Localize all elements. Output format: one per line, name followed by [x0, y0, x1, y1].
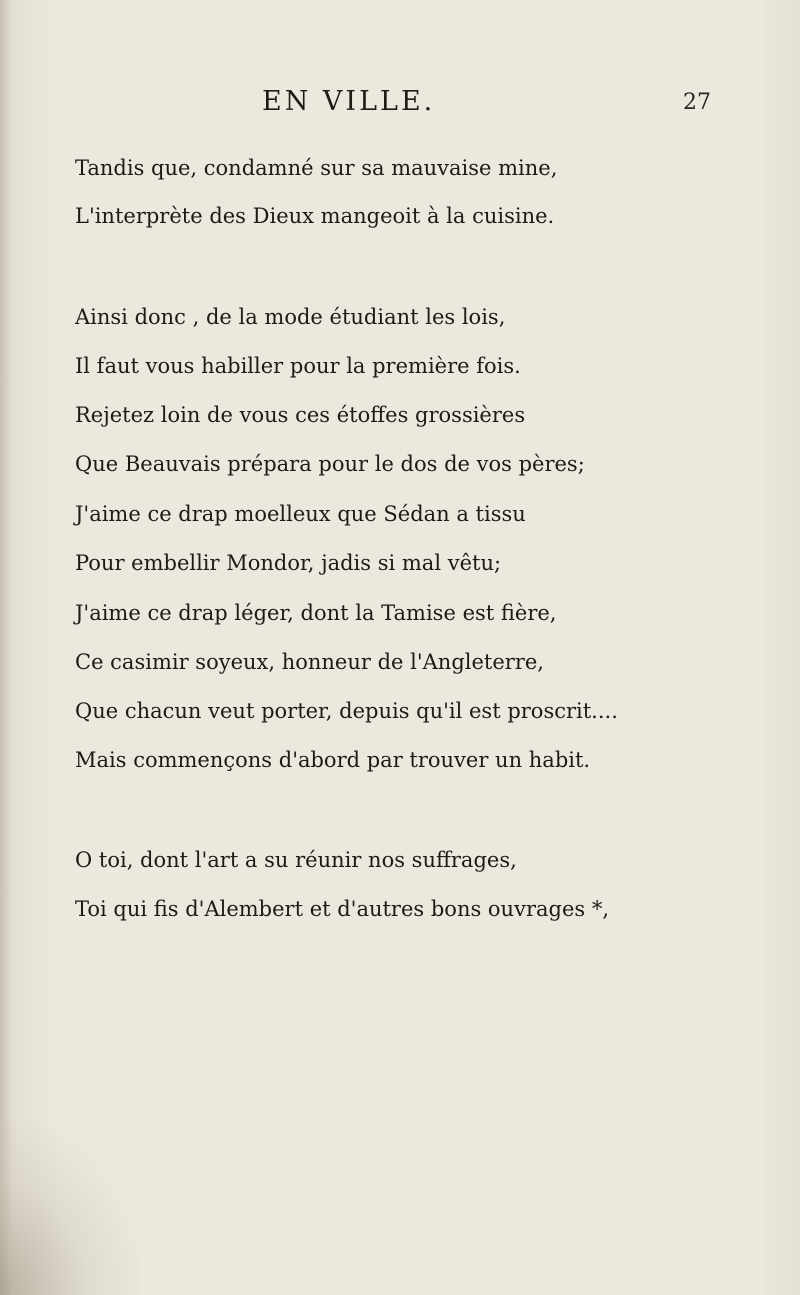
running-head-title: EN VILLE.: [262, 86, 436, 117]
verse-line: Mais commençons d'abord par trouver un habit.: [75, 748, 591, 772]
running-head: [0, 86, 800, 126]
verse-line: J'aime ce drap léger, dont la Tamise est fière,: [75, 601, 557, 625]
verse-line: Rejetez loin de vous ces étoffes grossières: [75, 403, 526, 427]
verse-line: Pour embellir Mondor, jadis si mal vêtu;: [75, 551, 502, 575]
verse-line: J'aime ce drap moelleux que Sédan a tissu: [75, 502, 526, 526]
verse-line: Tandis que, condamné sur sa mauvaise mine,: [75, 156, 558, 180]
page-number: 27: [683, 90, 711, 115]
verse-line: O toi, dont l'art a su réunir nos suffrages,: [75, 848, 517, 872]
verse-line: Que chacun veut porter, depuis qu'il est proscrit....: [75, 699, 618, 723]
verse-line: L'interprète des Dieux mangeoit à la cuisine.: [75, 204, 555, 228]
verse-line: Ce casimir soyeux, honneur de l'Angleterre,: [75, 650, 544, 674]
verse-line: Que Beauvais prépara pour le dos de vos pères;: [75, 452, 585, 476]
page-binding-edge: [0, 0, 10, 1295]
page-corner-stain: [0, 1120, 140, 1295]
verse-line: Ainsi donc , de la mode étudiant les lois,: [75, 305, 506, 329]
verse-line: Toi qui fis d'Alembert et d'autres bons ouvrages *,: [75, 897, 610, 921]
verse-line: Il faut vous habiller pour la première fois.: [75, 354, 521, 378]
